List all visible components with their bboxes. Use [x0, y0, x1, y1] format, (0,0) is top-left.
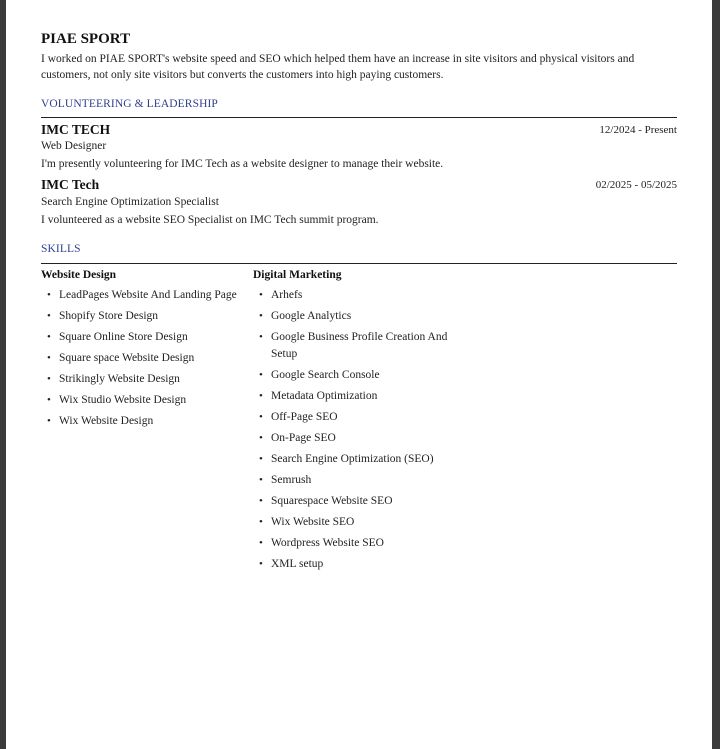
- skill-item: • Semrush: [253, 472, 453, 489]
- skill-item: • Shopify Store Design: [41, 308, 251, 325]
- volunteer-dates: 02/2025 - 05/2025: [595, 179, 677, 191]
- skill-item: • Wordpress Website SEO: [253, 535, 453, 552]
- skill-group-website-design: [41, 269, 251, 434]
- skill-item: • Google Business Profile Creation And Setup: [253, 329, 453, 363]
- volunteer-org: IMC TECH: [41, 122, 111, 137]
- skill-item: • Arhefs: [253, 287, 453, 304]
- section-title-volunteering: VOLUNTEERING & LEADERSHIP: [41, 98, 218, 110]
- skill-list: [253, 287, 453, 573]
- section-divider: [41, 117, 677, 118]
- skill-group-title: Website Design: [41, 269, 117, 281]
- skill-item: • Off-Page SEO: [253, 409, 453, 426]
- section-divider: [41, 263, 677, 264]
- skill-item: • Wix Studio Website Design: [41, 392, 251, 409]
- volunteer-dates: 12/2024 - Present: [599, 124, 677, 136]
- skill-item: • Metadata Optimization: [253, 388, 453, 405]
- volunteer-description: I volunteered as a website SEO Specialist on IMC Tech summit program.: [41, 214, 379, 226]
- skill-item: • Squarespace Website SEO: [253, 493, 453, 510]
- skill-item: • XML setup: [253, 556, 453, 573]
- skill-item: • Square space Website Design: [41, 350, 251, 367]
- skill-item: • Google Analytics: [253, 308, 453, 325]
- section-title-skills: SKILLS: [41, 243, 81, 255]
- volunteer-role: Search Engine Optimization Specialist: [41, 196, 219, 208]
- skill-item: • LeadPages Website And Landing Page: [41, 287, 251, 304]
- skill-item: • Wix Website SEO: [253, 514, 453, 531]
- volunteer-org: IMC Tech: [41, 177, 100, 192]
- skill-group-digital-marketing: [253, 269, 453, 577]
- skill-group-title: Digital Marketing: [253, 269, 342, 281]
- skill-list: [41, 287, 251, 430]
- skill-item: • Wix Website Design: [41, 413, 251, 430]
- skill-item: • On-Page SEO: [253, 430, 453, 447]
- skill-item: • Google Search Console: [253, 367, 453, 384]
- skill-item: • Square Online Store Design: [41, 329, 251, 346]
- skill-item: • Search Engine Optimization (SEO): [253, 451, 453, 468]
- experience-description: I worked on PIAE SPORT's website speed and SEO which helped them have an increase in site visitors and physical visitors and customers, not only site visitors but converts the customers into high paying customers.: [41, 53, 635, 81]
- volunteer-description: I'm presently volunteering for IMC Tech as a website designer to manage their website.: [41, 158, 444, 170]
- volunteer-role: Web Designer: [41, 140, 107, 152]
- skill-item: • Strikingly Website Design: [41, 371, 251, 388]
- experience-org-title: PIAE SPORT: [41, 31, 131, 47]
- resume-page: [6, 0, 712, 749]
